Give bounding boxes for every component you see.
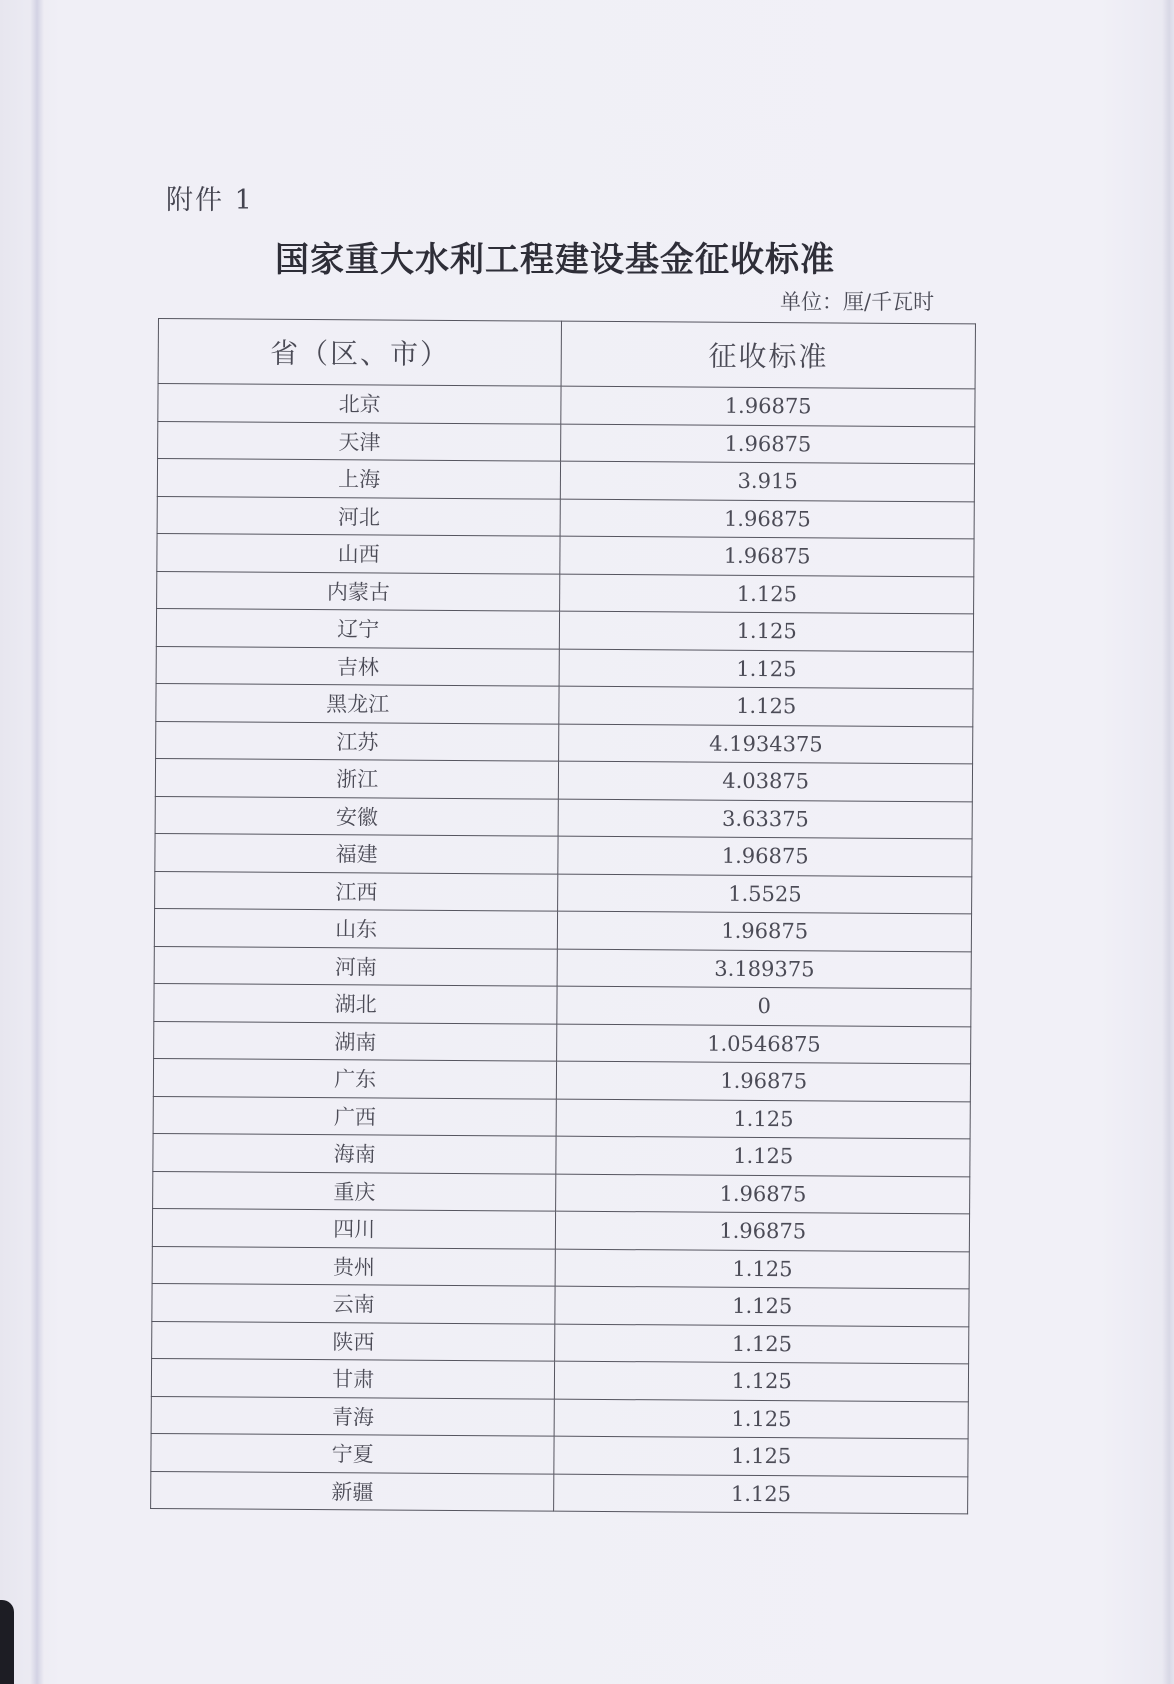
- standard-value-cell: 1.96875: [561, 424, 975, 464]
- province-cell: 重庆: [153, 1171, 557, 1211]
- table-row: [156, 683, 973, 726]
- standard-value-cell: 1.125: [560, 574, 974, 614]
- table-row: [158, 384, 975, 427]
- table-row: [151, 1358, 968, 1401]
- document-title: [0, 232, 1174, 281]
- table-row: [155, 796, 972, 839]
- table-row: [152, 1321, 969, 1364]
- table-row: [155, 833, 972, 876]
- table-row: [158, 421, 975, 464]
- province-cell: 四川: [152, 1208, 556, 1248]
- table-row: [155, 758, 972, 801]
- standard-value-cell: 4.1934375: [559, 724, 973, 764]
- table-row: [154, 1021, 971, 1064]
- province-cell: 福建: [155, 833, 559, 873]
- table-row: [151, 1396, 968, 1439]
- province-cell: 云南: [152, 1283, 556, 1323]
- standard-value-cell: 4.03875: [559, 761, 973, 801]
- standard-value-cell: 1.125: [555, 1361, 969, 1401]
- table-row: [156, 646, 973, 689]
- province-cell: 湖南: [154, 1021, 558, 1061]
- table-row: [154, 946, 971, 989]
- province-cell: 湖北: [154, 983, 558, 1023]
- province-cell: 陕西: [152, 1321, 556, 1361]
- standard-value-cell: 1.125: [554, 1474, 968, 1514]
- table-row: [152, 1246, 969, 1289]
- province-cell: 内蒙古: [157, 571, 561, 611]
- province-cell: 吉林: [156, 646, 560, 686]
- province-cell: 海南: [153, 1133, 557, 1173]
- scan-corner-mark: [0, 1600, 14, 1684]
- table-row: [153, 1171, 970, 1214]
- table-row: [156, 608, 973, 651]
- table-row: [155, 871, 972, 914]
- table-row: [154, 908, 971, 951]
- standard-value-cell: 1.125: [556, 1249, 970, 1289]
- province-cell: 辽宁: [156, 608, 560, 648]
- standard-value-cell: 3.915: [561, 461, 975, 501]
- table-row: [153, 1133, 970, 1176]
- province-cell: 新疆: [151, 1471, 555, 1511]
- standard-value-cell: 1.125: [554, 1436, 968, 1476]
- fee-standard-table: [150, 318, 976, 1514]
- table-row: [157, 571, 974, 614]
- standard-value-cell: 1.96875: [556, 1211, 970, 1251]
- table-row: [152, 1208, 969, 1251]
- table-row: [156, 721, 973, 764]
- standard-value-cell: 1.96875: [558, 836, 972, 876]
- province-cell: 河南: [154, 946, 558, 986]
- standard-value-cell: 1.125: [555, 1399, 969, 1439]
- standard-value-cell: 1.125: [559, 686, 973, 726]
- standard-value-cell: 0: [557, 986, 971, 1026]
- standard-value-cell: 3.63375: [559, 799, 973, 839]
- standard-value-cell: 1.5525: [558, 874, 972, 914]
- standard-value-cell: 1.125: [557, 1099, 971, 1139]
- province-cell: 青海: [151, 1396, 555, 1436]
- header-standard: 征收标准: [562, 321, 976, 389]
- province-cell: 甘肃: [151, 1358, 555, 1398]
- province-cell: 安徽: [155, 796, 559, 836]
- document-title-text: 国家重大水利工程建设基金征收标准: [275, 240, 835, 280]
- province-cell: 天津: [158, 421, 562, 461]
- standard-value-cell: 1.125: [556, 1136, 970, 1176]
- standard-value-cell: 1.96875: [561, 499, 975, 539]
- standard-value-cell: 1.96875: [558, 911, 972, 951]
- table-row: [157, 459, 974, 502]
- province-cell: 江西: [155, 871, 559, 911]
- standard-value-cell: 1.96875: [560, 536, 974, 576]
- table-row: [152, 1283, 969, 1326]
- table-row: [157, 533, 974, 576]
- province-cell: 山西: [157, 533, 561, 573]
- province-cell: 宁夏: [151, 1433, 555, 1473]
- province-cell: 北京: [158, 384, 562, 424]
- table-header-row: [158, 319, 975, 389]
- table-row: [151, 1433, 968, 1476]
- table-body: [151, 384, 975, 1514]
- standard-value-cell: 1.125: [560, 649, 974, 689]
- standard-value-cell: 1.125: [555, 1286, 969, 1326]
- table-row: [154, 983, 971, 1026]
- province-cell: 广西: [153, 1096, 557, 1136]
- province-cell: 河北: [157, 496, 561, 536]
- standard-value-cell: 3.189375: [558, 949, 972, 989]
- province-cell: 广东: [153, 1058, 557, 1098]
- unit-note: 单位：厘/千瓦时: [780, 290, 935, 314]
- standard-value-cell: 1.125: [560, 611, 974, 651]
- province-cell: 贵州: [152, 1246, 556, 1286]
- province-cell: 江苏: [156, 721, 560, 761]
- province-cell: 浙江: [155, 758, 559, 798]
- attachment-label: 附件 1: [166, 185, 254, 216]
- table-row: [153, 1096, 970, 1139]
- header-province: 省（区、市）: [158, 319, 562, 387]
- table-row: [153, 1058, 970, 1101]
- standard-value-cell: 1.125: [555, 1324, 969, 1364]
- province-cell: 山东: [154, 908, 558, 948]
- standard-value-cell: 1.0546875: [557, 1024, 971, 1064]
- table-row: [157, 496, 974, 539]
- table-row: [151, 1471, 968, 1514]
- province-cell: 上海: [157, 459, 561, 499]
- standard-value-cell: 1.96875: [556, 1174, 970, 1214]
- province-cell: 黑龙江: [156, 683, 560, 723]
- standard-value-cell: 1.96875: [561, 386, 975, 426]
- standard-value-cell: 1.96875: [557, 1061, 971, 1101]
